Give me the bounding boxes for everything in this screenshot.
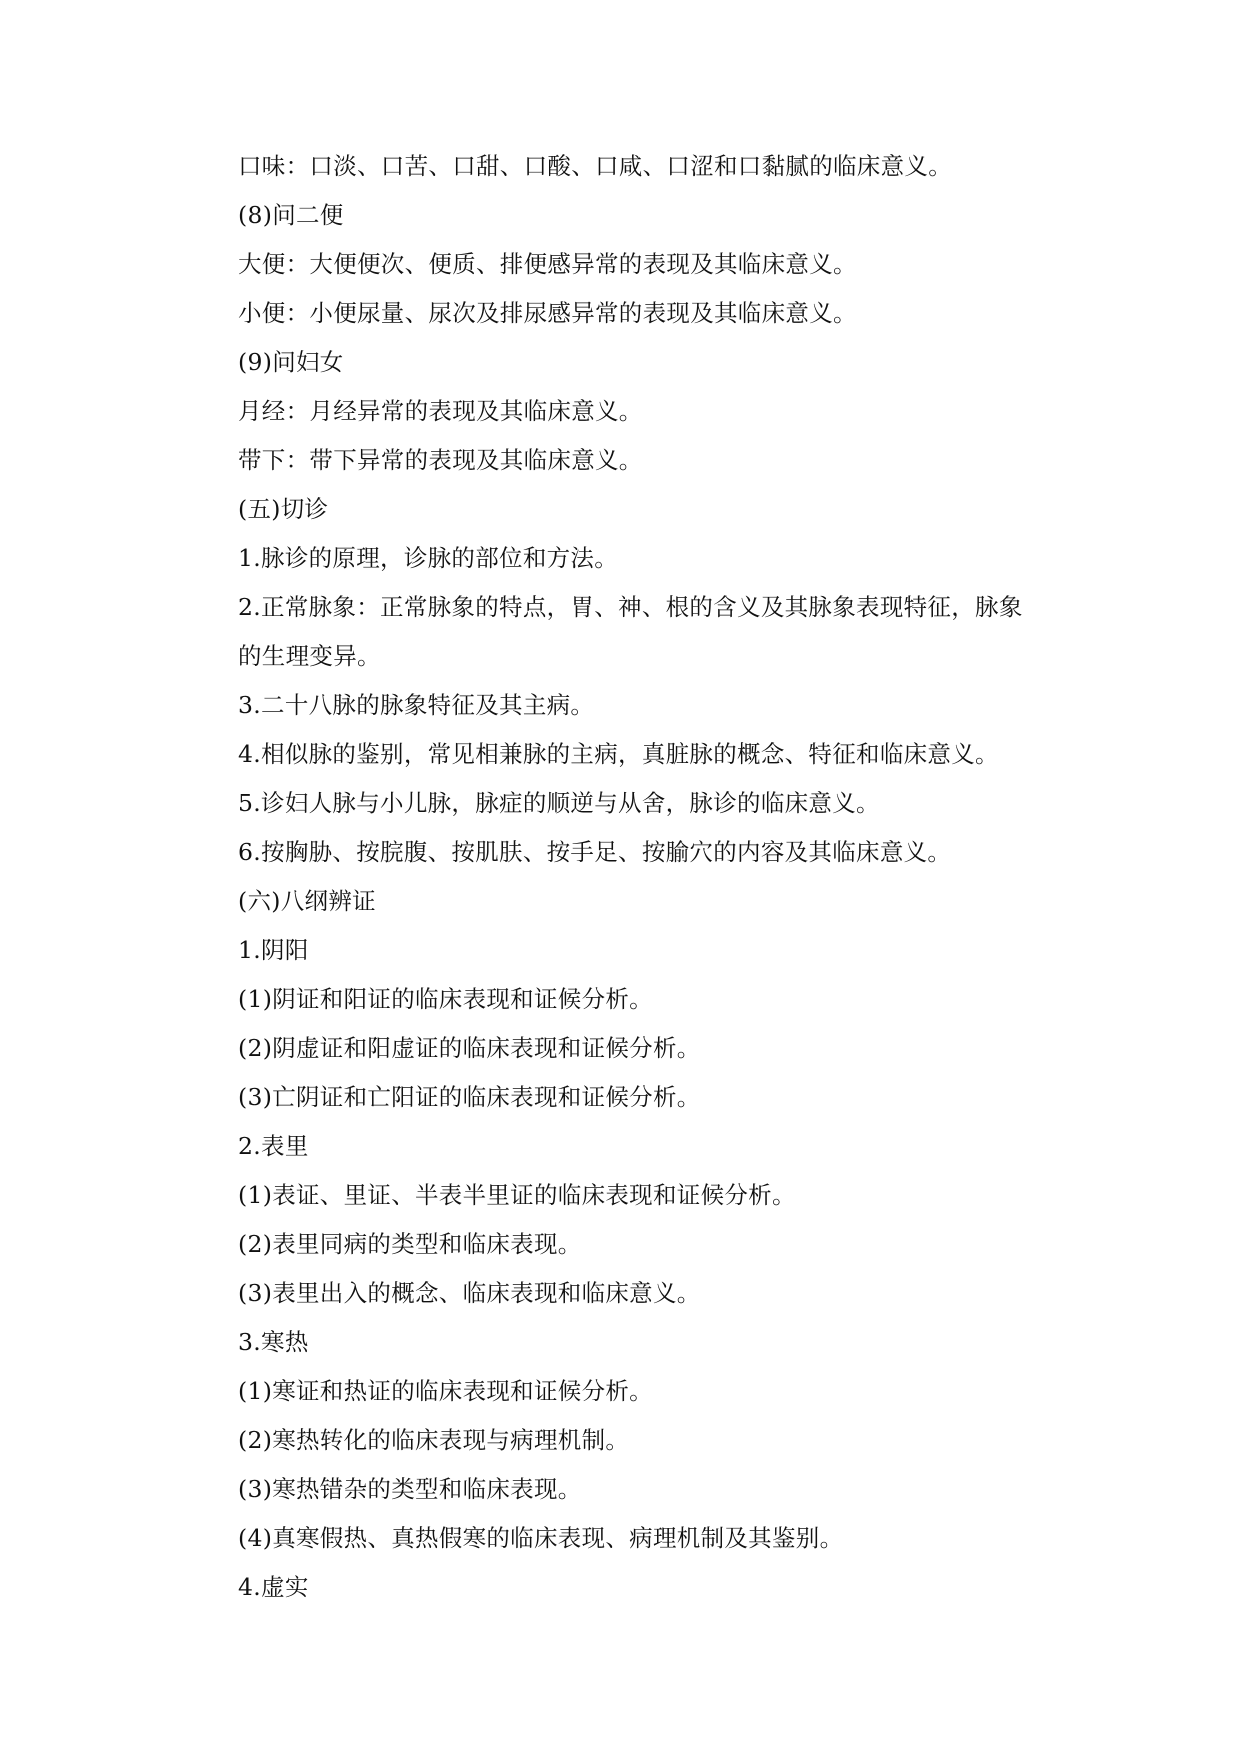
- subsection-heading: 1.阴阳: [238, 936, 309, 964]
- section-heading: (五)切诊: [238, 495, 329, 523]
- list-item-continuation: 的生理变异。: [238, 642, 381, 670]
- list-item: 3.二十八脉的脉象特征及其主病。: [238, 691, 595, 719]
- text-line: 小便：小便尿量、尿次及排尿感异常的表现及其临床意义。: [238, 299, 857, 327]
- list-item: 4.相似脉的鉴别，常见相兼脉的主病，真脏脉的概念、特征和临床意义。: [238, 740, 999, 768]
- text-line: 带下：带下异常的表现及其临床意义。: [238, 446, 643, 474]
- subsection-heading: 4.虚实: [238, 1573, 309, 1601]
- list-item: (1)阴证和阳证的临床表现和证候分析。: [238, 985, 653, 1013]
- text-line: 月经：月经异常的表现及其临床意义。: [238, 397, 643, 425]
- list-item: (1)寒证和热证的临床表现和证候分析。: [238, 1377, 653, 1405]
- list-item: (2)阴虚证和阳虚证的临床表现和证候分析。: [238, 1034, 701, 1062]
- text-line: 大便：大便便次、便质、排便感异常的表现及其临床意义。: [238, 250, 857, 278]
- subsection-heading: 3.寒热: [238, 1328, 309, 1356]
- list-item: (1)表证、里证、半表半里证的临床表现和证候分析。: [238, 1181, 796, 1209]
- list-item: (3)寒热错杂的类型和临床表现。: [238, 1475, 582, 1503]
- list-item: (2)寒热转化的临床表现与病理机制。: [238, 1426, 630, 1454]
- list-item: 6.按胸胁、按脘腹、按肌肤、按手足、按腧穴的内容及其临床意义。: [238, 838, 952, 866]
- section-heading: (六)八纲辨证: [238, 887, 376, 915]
- list-item: (2)表里同病的类型和临床表现。: [238, 1230, 582, 1258]
- document-body: [238, 142, 1098, 1612]
- list-item: 2.正常脉象：正常脉象的特点，胃、神、根的含义及其脉象表现特征，脉象: [238, 593, 1023, 621]
- list-item: (3)亡阴证和亡阳证的临床表现和证候分析。: [238, 1083, 701, 1111]
- section-heading: (8)问二便: [238, 201, 344, 229]
- list-item: 1.脉诊的原理，诊脉的部位和方法。: [238, 544, 619, 572]
- section-heading: (9)问妇女: [238, 348, 344, 376]
- list-item: 5.诊妇人脉与小儿脉，脉症的顺逆与从舍，脉诊的临床意义。: [238, 789, 880, 817]
- list-item: (3)表里出入的概念、临床表现和临床意义。: [238, 1279, 701, 1307]
- text-line: 口味：口淡、口苦、口甜、口酸、口咸、口涩和口黏腻的临床意义。: [238, 152, 952, 180]
- subsection-heading: 2.表里: [238, 1132, 309, 1160]
- list-item: (4)真寒假热、真热假寒的临床表现、病理机制及其鉴别。: [238, 1524, 844, 1552]
